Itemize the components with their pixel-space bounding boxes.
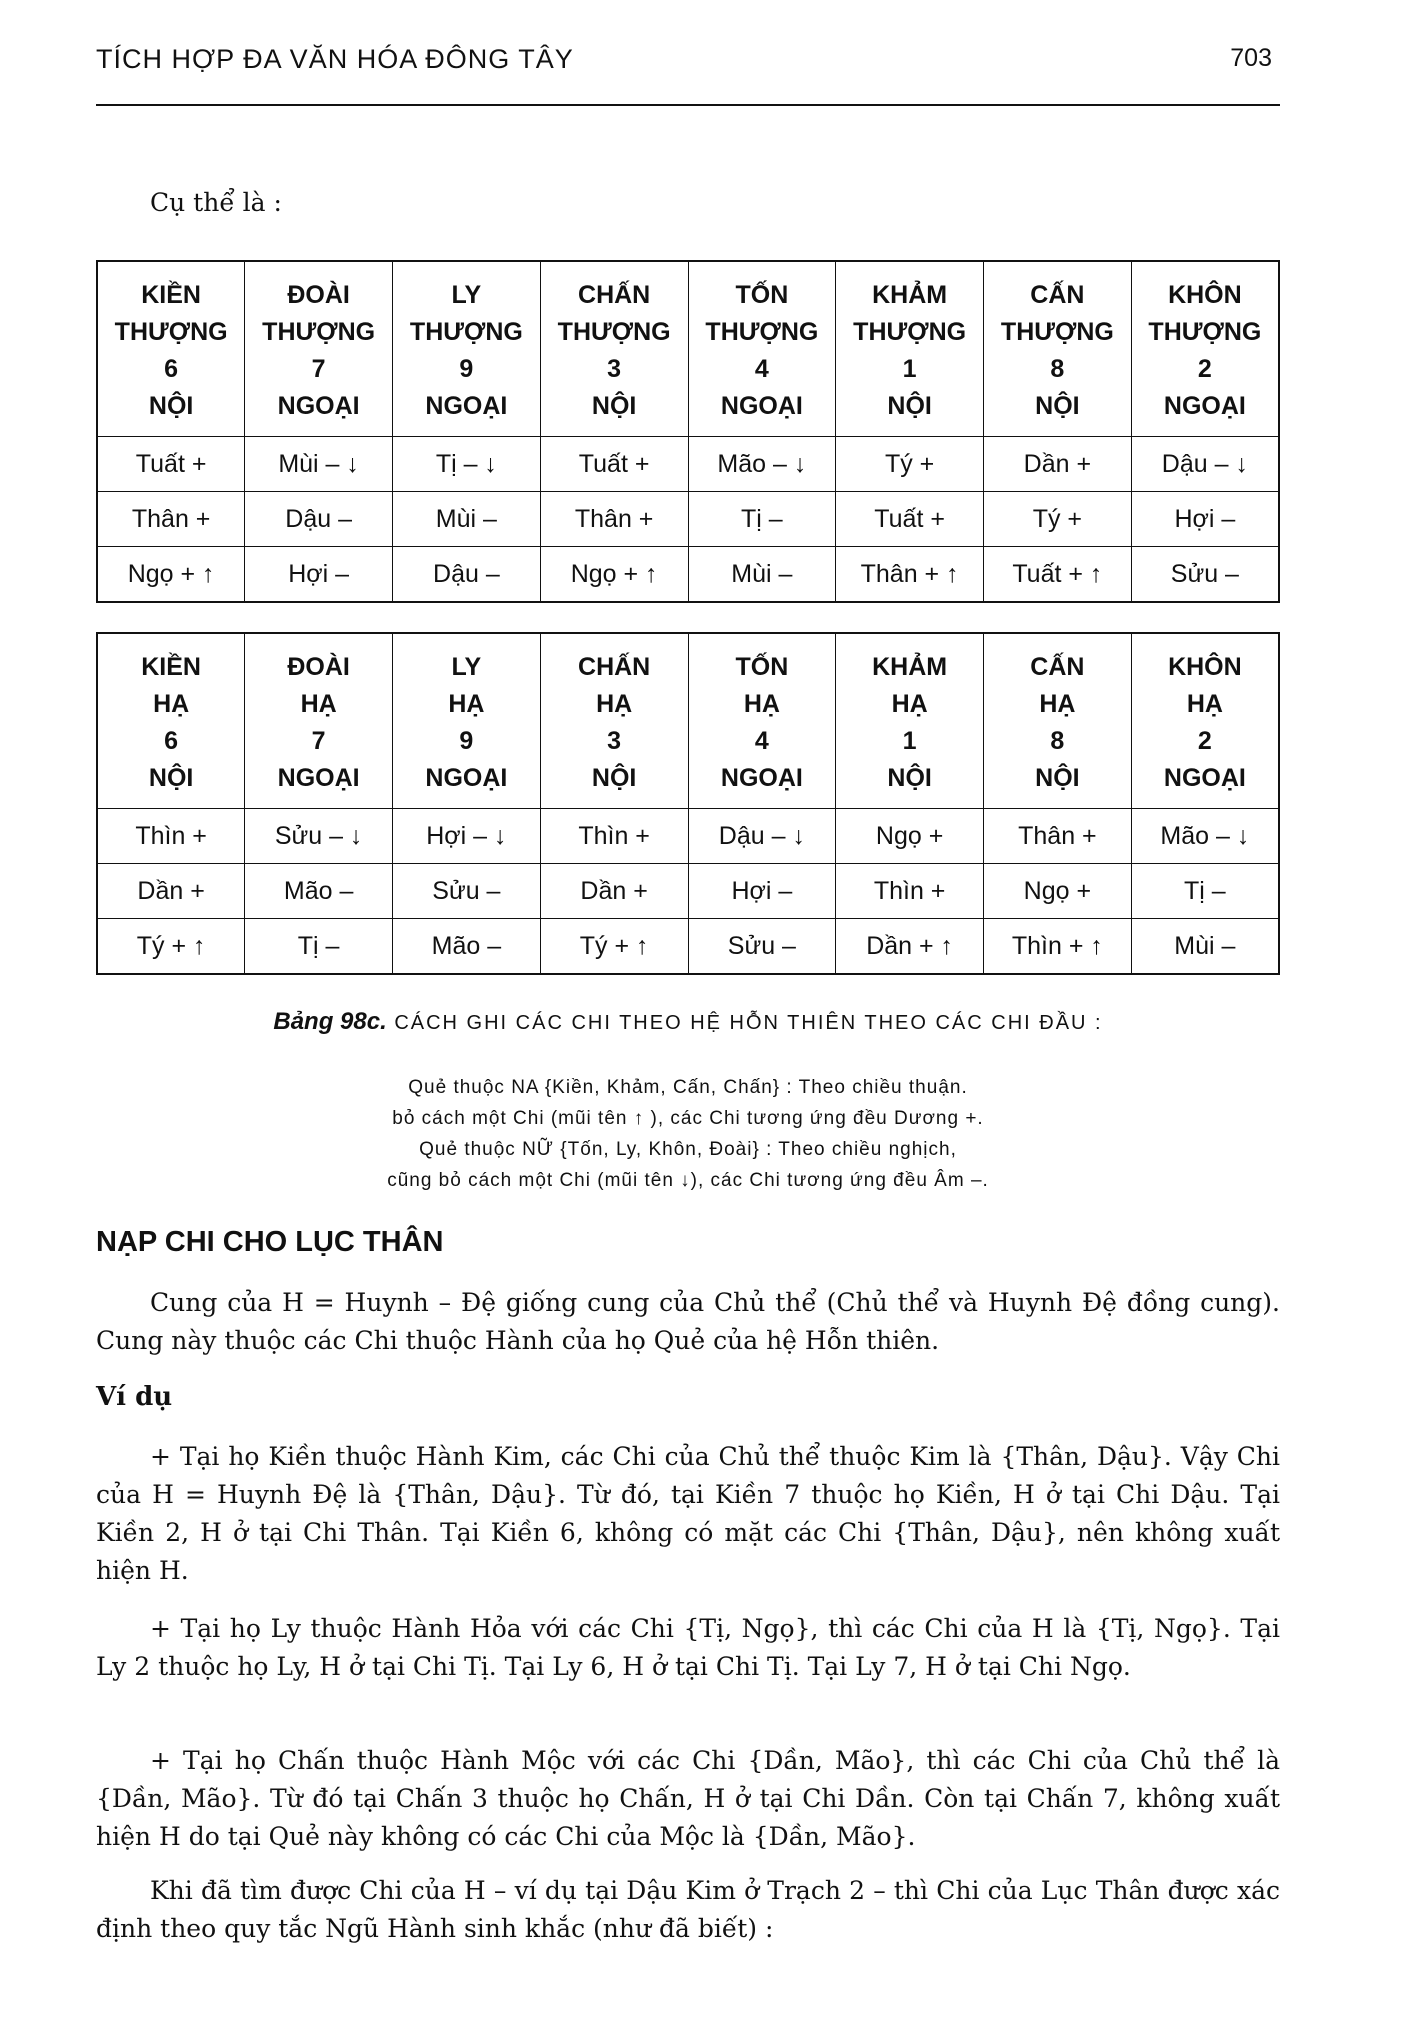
- header-line: HẠ: [1186, 690, 1223, 718]
- table-cell: Tý + ↑: [97, 919, 245, 975]
- table-cell: Mùi –: [393, 492, 541, 547]
- note-line: cũng bỏ cách một Chi (mũi tên ↓), các Chi tương ứng đều Âm –.: [387, 1170, 989, 1191]
- table-cell: Dậu –: [245, 492, 393, 547]
- table-cell: Sửu –: [688, 919, 836, 975]
- header-line: KHẢM: [872, 281, 948, 309]
- header-line: THƯỢNG: [853, 318, 967, 346]
- header-line: 9: [459, 355, 474, 383]
- header-line: KHÔN: [1168, 281, 1242, 309]
- header-line: HẠ: [743, 690, 780, 718]
- table-row: [97, 547, 1279, 603]
- header-line: NGOẠI: [425, 392, 508, 420]
- header-line: KIỀN: [141, 281, 201, 309]
- header-line: NGOẠI: [1163, 392, 1246, 420]
- header-line: CẤN: [1030, 653, 1085, 681]
- header-cell: [688, 633, 836, 809]
- table-cell: Ngọ + ↑: [97, 547, 245, 603]
- header-line: TỐN: [735, 653, 789, 681]
- header-line: HẠ: [1039, 690, 1076, 718]
- paragraph: [96, 1438, 1280, 1590]
- header-line: 4: [754, 355, 769, 383]
- table-row: [97, 492, 1279, 547]
- header-cell: [97, 633, 245, 809]
- header-line: 8: [1050, 355, 1065, 383]
- header-cell: [984, 633, 1132, 809]
- header-line: 3: [607, 355, 622, 383]
- header-line: CHẤN: [578, 653, 651, 681]
- table-cell: Dần +: [984, 437, 1132, 492]
- header-line: CHẤN: [578, 281, 651, 309]
- table-cell: Tuất +: [836, 492, 984, 547]
- header-line: NGOẠI: [720, 764, 803, 792]
- header-line: HẠ: [891, 690, 928, 718]
- header-line: NGOẠI: [277, 764, 360, 792]
- table-cell: Tý +: [836, 437, 984, 492]
- header-line: 4: [754, 727, 769, 755]
- caption-text: CÁCH GHI CÁC CHI THEO HỆ HỖN THIÊN THEO CÁC CHI ĐẦU :: [386, 1012, 1103, 1034]
- header-line: NỘI: [591, 764, 637, 792]
- page-header: [96, 44, 1280, 106]
- header-line: 1: [902, 727, 917, 755]
- table-cell: Sửu – ↓: [245, 809, 393, 864]
- header-line: KIỀN: [141, 653, 201, 681]
- page-number: 703: [1230, 44, 1272, 72]
- header-cell: [393, 633, 541, 809]
- table-cell: Thân +: [540, 492, 688, 547]
- header-cell: [97, 261, 245, 437]
- header-row: [97, 261, 1279, 437]
- header-line: CẤN: [1030, 281, 1085, 309]
- header-line: NỘI: [591, 392, 637, 420]
- table-cell: Tị –: [245, 919, 393, 975]
- header-line: 6: [164, 727, 179, 755]
- table-cell: Thân +: [97, 492, 245, 547]
- caption-label: Bảng 98c.: [273, 1008, 387, 1035]
- header-cell: [836, 261, 984, 437]
- table-cell: Hợi – ↓: [393, 809, 541, 864]
- paragraph: [96, 1872, 1280, 1948]
- table-cell: Thìn +: [97, 809, 245, 864]
- table-cell: Dần +: [97, 864, 245, 919]
- header-line: THƯỢNG: [557, 318, 671, 346]
- note-line: bỏ cách một Chi (mũi tên ↑ ), các Chi tương ứng đều Dương +.: [392, 1108, 984, 1129]
- header-line: NỘI: [1035, 392, 1080, 420]
- table-notes: [96, 1072, 1280, 1196]
- header-line: NỘI: [887, 392, 932, 420]
- table-row: [97, 437, 1279, 492]
- table-cell: Sửu –: [393, 864, 541, 919]
- header-row: [97, 633, 1279, 809]
- note-line: Quẻ thuộc NA {Kiền, Khảm, Cấn, Chấn} : Theo chiều thuận.: [408, 1077, 968, 1098]
- header-line: NỘI: [1035, 764, 1080, 792]
- header-line: NỘI: [148, 764, 194, 792]
- paragraph-text: + Tại họ Kiền thuộc Hành Kim, các Chi của Chủ thể thuộc Kim là {Thân, Dậu}. Vậy Chi của H = Huynh Đệ là {Thân, Dậu}. Từ đó, tại Kiền 7 thuộc họ Kiền, H ở tại Chi Dậu. Tại Kiền 2, H ở tại Chi Thân. Tại Kiền 6, không có mặt các Chi {Thân, Dậu}, nên không xuất hiện H.: [96, 1442, 1280, 1585]
- header-line: THƯỢNG: [705, 318, 819, 346]
- paragraph-text: Khi đã tìm được Chi của H – ví dụ tại Dậu Kim ở Trạch 2 – thì Chi của Lục Thân được xác định theo quy tắc Ngũ Hành sinh khắc (như đã biết) :: [96, 1876, 1280, 1943]
- header-line: 7: [311, 355, 326, 383]
- header-line: 9: [459, 727, 474, 755]
- header-line: 8: [1050, 727, 1065, 755]
- header-line: KHẢM: [872, 653, 948, 681]
- table-cell: Dậu – ↓: [688, 809, 836, 864]
- paragraph: [96, 1742, 1280, 1856]
- header-line: 6: [164, 355, 179, 383]
- lower-trigram-table: [96, 632, 1280, 975]
- table-cell: Tị –: [1131, 864, 1279, 919]
- paragraph-text: + Tại họ Ly thuộc Hành Hỏa với các Chi {Tị, Ngọ}, thì các Chi của H là {Tị, Ngọ}. Tại Ly 2 thuộc họ Ly, H ở tại Chi Tị. Tại Ly 6, H ở tại Chi Tị. Tại Ly 7, H ở tại Chi Ngọ.: [96, 1614, 1280, 1681]
- upper-trigram-table: [96, 260, 1280, 603]
- intro-text: Cụ thể là :: [150, 188, 282, 217]
- table-cell: Dần +: [540, 864, 688, 919]
- header-line: HẠ: [448, 690, 485, 718]
- table-cell: Mão –: [393, 919, 541, 975]
- table-cell: Dậu – ↓: [1131, 437, 1279, 492]
- header-line: 3: [607, 727, 622, 755]
- table-cell: Thân + ↑: [836, 547, 984, 603]
- table-cell: Mão – ↓: [688, 437, 836, 492]
- header-line: THƯỢNG: [1148, 318, 1262, 346]
- header-cell: [688, 261, 836, 437]
- header-line: THƯỢNG: [1000, 318, 1114, 346]
- table-cell: Mùi –: [1131, 919, 1279, 975]
- header-line: NGOẠI: [720, 392, 803, 420]
- header-cell: [540, 633, 688, 809]
- table-cell: Ngọ + ↑: [540, 547, 688, 603]
- header-line: THƯỢNG: [409, 318, 523, 346]
- table-cell: Thìn +: [540, 809, 688, 864]
- table-cell: Tuất +: [540, 437, 688, 492]
- table-cell: Ngọ +: [836, 809, 984, 864]
- header-line: 2: [1197, 727, 1212, 755]
- note-line: Quẻ thuộc NỮ {Tốn, Ly, Khôn, Đoài} : Theo chiều nghịch,: [419, 1139, 957, 1160]
- table-cell: Mão –: [245, 864, 393, 919]
- table-cell: Thìn +: [836, 864, 984, 919]
- header-cell: [245, 633, 393, 809]
- table-cell: Hợi –: [1131, 492, 1279, 547]
- paragraph: [96, 1610, 1280, 1686]
- section-title: NẠP CHI CHO LỤC THÂN: [96, 1226, 444, 1258]
- table-cell: Thân +: [984, 809, 1132, 864]
- table-cell: Mão – ↓: [1131, 809, 1279, 864]
- header-cell: [984, 261, 1132, 437]
- header-line: HẠ: [596, 690, 633, 718]
- table-row: [97, 864, 1279, 919]
- header-line: NGOẠI: [277, 392, 360, 420]
- header-line: ĐOÀI: [287, 653, 350, 681]
- table-cell: Sửu –: [1131, 547, 1279, 603]
- table-cell: Mùi – ↓: [245, 437, 393, 492]
- table-cell: Mùi –: [688, 547, 836, 603]
- table-cell: Dần + ↑: [836, 919, 984, 975]
- header-cell: [393, 261, 541, 437]
- table-cell: Tý + ↑: [540, 919, 688, 975]
- header-line: KHÔN: [1168, 653, 1242, 681]
- table-cell: Thìn + ↑: [984, 919, 1132, 975]
- table-caption: [96, 1008, 1280, 1036]
- paragraph-text: Cung của H = Huynh – Đệ giống cung của Chủ thể (Chủ thể và Huynh Đệ đồng cung). Cung này thuộc các Chi thuộc Hành của họ Quẻ của hệ Hỗn thiên.: [96, 1288, 1280, 1355]
- table-cell: Ngọ +: [984, 864, 1132, 919]
- running-title: TÍCH HỢP ĐA VĂN HÓA ĐÔNG TÂY: [96, 44, 574, 74]
- header-line: LY: [451, 653, 482, 681]
- table-cell: Dậu –: [393, 547, 541, 603]
- header-line: HẠ: [300, 690, 337, 718]
- table-row: [97, 919, 1279, 975]
- header-cell: [245, 261, 393, 437]
- header-line: NỘI: [148, 392, 194, 420]
- header-line: 1: [902, 355, 917, 383]
- header-line: THƯỢNG: [262, 318, 376, 346]
- header-line: NỘI: [887, 764, 932, 792]
- table-cell: Tuất + ↑: [984, 547, 1132, 603]
- header-cell: [836, 633, 984, 809]
- table-cell: Tị – ↓: [393, 437, 541, 492]
- header-line: NGOẠI: [425, 764, 508, 792]
- table-cell: Hợi –: [688, 864, 836, 919]
- header-line: 7: [311, 727, 326, 755]
- example-heading: Ví dụ: [96, 1382, 173, 1412]
- paragraph-text: + Tại họ Chấn thuộc Hành Mộc với các Chi {Dần, Mão}, thì các Chi của Chủ thể là {Dần, Mão}. Từ đó tại Chấn 3 thuộc họ Chấn, H ở tại Chi Dần. Còn tại Chấn 7, không xuất hiện H do tại Quẻ này không có các Chi của Mộc là {Dần, Mão}.: [96, 1746, 1280, 1851]
- header-line: HẠ: [153, 690, 190, 718]
- header-line: 2: [1197, 355, 1212, 383]
- header-cell: [1131, 633, 1279, 809]
- table-cell: Hợi –: [245, 547, 393, 603]
- header-cell: [540, 261, 688, 437]
- table-cell: Tị –: [688, 492, 836, 547]
- table-cell: Tý +: [984, 492, 1132, 547]
- header-cell: [1131, 261, 1279, 437]
- header-line: TỐN: [735, 281, 789, 309]
- paragraph: [96, 1284, 1280, 1360]
- header-line: LY: [451, 281, 482, 309]
- header-line: NGOẠI: [1163, 764, 1246, 792]
- table-cell: Tuất +: [97, 437, 245, 492]
- table-row: [97, 809, 1279, 864]
- header-line: THƯỢNG: [114, 318, 228, 346]
- header-line: ĐOÀI: [287, 281, 350, 309]
